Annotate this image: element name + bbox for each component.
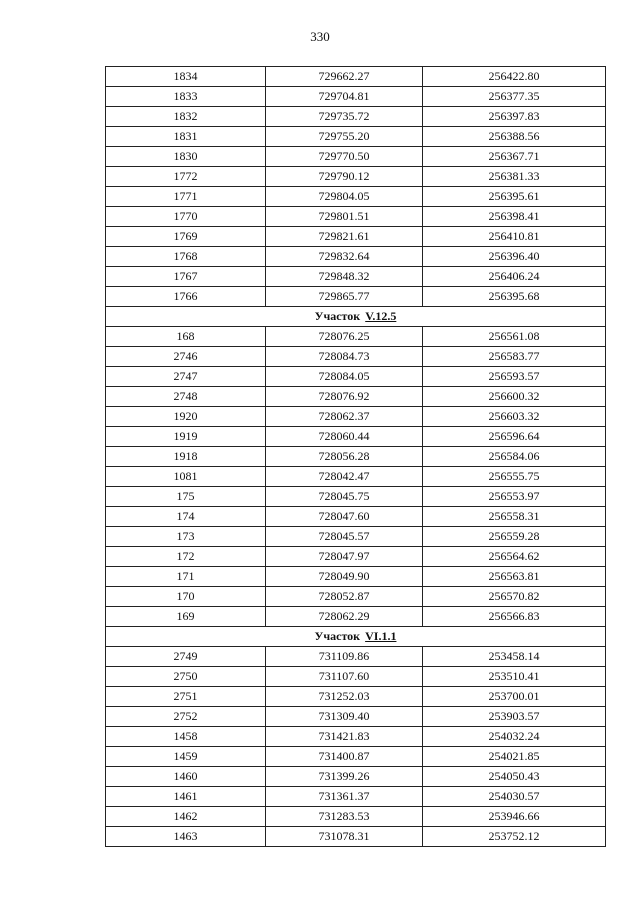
section-label: Участок bbox=[314, 309, 361, 323]
point-number-cell: 1767 bbox=[106, 267, 266, 287]
y-coordinate-cell: 256395.68 bbox=[423, 287, 606, 307]
x-coordinate-cell: 728084.05 bbox=[266, 367, 423, 387]
y-coordinate-cell: 256553.97 bbox=[423, 487, 606, 507]
y-coordinate-cell: 254030.57 bbox=[423, 787, 606, 807]
y-coordinate-cell: 256559.28 bbox=[423, 527, 606, 547]
point-number-cell: 1770 bbox=[106, 207, 266, 227]
y-coordinate-cell: 254050.43 bbox=[423, 767, 606, 787]
y-coordinate-cell: 256410.81 bbox=[423, 227, 606, 247]
coordinates-table bbox=[105, 66, 606, 847]
y-coordinate-cell: 254021.85 bbox=[423, 747, 606, 767]
x-coordinate-cell: 731252.03 bbox=[266, 687, 423, 707]
x-coordinate-cell: 728060.44 bbox=[266, 427, 423, 447]
y-coordinate-cell: 256397.83 bbox=[423, 107, 606, 127]
section-header-row bbox=[106, 627, 606, 647]
y-coordinate-cell: 256396.40 bbox=[423, 247, 606, 267]
x-coordinate-cell: 731421.83 bbox=[266, 727, 423, 747]
section-header-row bbox=[106, 307, 606, 327]
table-row bbox=[106, 507, 606, 527]
x-coordinate-cell: 728056.28 bbox=[266, 447, 423, 467]
table-row bbox=[106, 107, 606, 127]
x-coordinate-cell: 731107.60 bbox=[266, 667, 423, 687]
x-coordinate-cell: 729790.12 bbox=[266, 167, 423, 187]
y-coordinate-cell: 256381.33 bbox=[423, 167, 606, 187]
x-coordinate-cell: 728047.60 bbox=[266, 507, 423, 527]
table-row bbox=[106, 667, 606, 687]
y-coordinate-cell: 253700.01 bbox=[423, 687, 606, 707]
table-row bbox=[106, 207, 606, 227]
y-coordinate-cell: 256564.62 bbox=[423, 547, 606, 567]
table-row bbox=[106, 87, 606, 107]
table-row bbox=[106, 227, 606, 247]
x-coordinate-cell: 729662.27 bbox=[266, 67, 423, 87]
table-row bbox=[106, 287, 606, 307]
table-row bbox=[106, 367, 606, 387]
y-coordinate-cell: 253903.57 bbox=[423, 707, 606, 727]
y-coordinate-cell: 256558.31 bbox=[423, 507, 606, 527]
x-coordinate-cell: 728076.92 bbox=[266, 387, 423, 407]
y-coordinate-cell: 256555.75 bbox=[423, 467, 606, 487]
point-number-cell: 2751 bbox=[106, 687, 266, 707]
x-coordinate-cell: 728076.25 bbox=[266, 327, 423, 347]
x-coordinate-cell: 729770.50 bbox=[266, 147, 423, 167]
x-coordinate-cell: 728062.37 bbox=[266, 407, 423, 427]
point-number-cell: 175 bbox=[106, 487, 266, 507]
y-coordinate-cell: 256561.08 bbox=[423, 327, 606, 347]
table-row bbox=[106, 607, 606, 627]
table-row bbox=[106, 247, 606, 267]
table-row bbox=[106, 187, 606, 207]
y-coordinate-cell: 256583.77 bbox=[423, 347, 606, 367]
x-coordinate-cell: 731309.40 bbox=[266, 707, 423, 727]
point-number-cell: 1771 bbox=[106, 187, 266, 207]
y-coordinate-cell: 256398.41 bbox=[423, 207, 606, 227]
x-coordinate-cell: 729804.05 bbox=[266, 187, 423, 207]
table-row bbox=[106, 727, 606, 747]
y-coordinate-cell: 256367.71 bbox=[423, 147, 606, 167]
x-coordinate-cell: 728047.97 bbox=[266, 547, 423, 567]
table-row bbox=[106, 387, 606, 407]
x-coordinate-cell: 729832.64 bbox=[266, 247, 423, 267]
point-number-cell: 171 bbox=[106, 567, 266, 587]
table-row bbox=[106, 327, 606, 347]
y-coordinate-cell: 254032.24 bbox=[423, 727, 606, 747]
point-number-cell: 1766 bbox=[106, 287, 266, 307]
y-coordinate-cell: 256422.80 bbox=[423, 67, 606, 87]
x-coordinate-cell: 731361.37 bbox=[266, 787, 423, 807]
section-code: VI.1.1 bbox=[365, 629, 397, 643]
x-coordinate-cell: 728045.75 bbox=[266, 487, 423, 507]
x-coordinate-cell: 731109.86 bbox=[266, 647, 423, 667]
y-coordinate-cell: 256377.35 bbox=[423, 87, 606, 107]
point-number-cell: 168 bbox=[106, 327, 266, 347]
table-row bbox=[106, 707, 606, 727]
table-row bbox=[106, 467, 606, 487]
x-coordinate-cell: 729821.61 bbox=[266, 227, 423, 247]
point-number-cell: 1833 bbox=[106, 87, 266, 107]
x-coordinate-cell: 729801.51 bbox=[266, 207, 423, 227]
y-coordinate-cell: 256388.56 bbox=[423, 127, 606, 147]
point-number-cell: 2748 bbox=[106, 387, 266, 407]
point-number-cell: 1463 bbox=[106, 827, 266, 847]
table-row bbox=[106, 647, 606, 667]
table-row bbox=[106, 147, 606, 167]
point-number-cell: 2746 bbox=[106, 347, 266, 367]
table-row bbox=[106, 547, 606, 567]
point-number-cell: 169 bbox=[106, 607, 266, 627]
point-number-cell: 1919 bbox=[106, 427, 266, 447]
table-row bbox=[106, 587, 606, 607]
point-number-cell: 1830 bbox=[106, 147, 266, 167]
x-coordinate-cell: 728049.90 bbox=[266, 567, 423, 587]
point-number-cell: 2752 bbox=[106, 707, 266, 727]
x-coordinate-cell: 731400.87 bbox=[266, 747, 423, 767]
point-number-cell: 1769 bbox=[106, 227, 266, 247]
point-number-cell: 172 bbox=[106, 547, 266, 567]
section-header bbox=[106, 627, 606, 647]
x-coordinate-cell: 728052.87 bbox=[266, 587, 423, 607]
point-number-cell: 1831 bbox=[106, 127, 266, 147]
x-coordinate-cell: 729735.72 bbox=[266, 107, 423, 127]
page-number: 330 bbox=[310, 29, 330, 44]
point-number-cell: 1462 bbox=[106, 807, 266, 827]
point-number-cell: 2750 bbox=[106, 667, 266, 687]
point-number-cell: 1920 bbox=[106, 407, 266, 427]
section-code: V.12.5 bbox=[365, 309, 397, 323]
table-row bbox=[106, 267, 606, 287]
y-coordinate-cell: 256570.82 bbox=[423, 587, 606, 607]
point-number-cell: 1918 bbox=[106, 447, 266, 467]
table-row bbox=[106, 687, 606, 707]
point-number-cell: 1461 bbox=[106, 787, 266, 807]
point-number-cell: 1768 bbox=[106, 247, 266, 267]
y-coordinate-cell: 256566.83 bbox=[423, 607, 606, 627]
y-coordinate-cell: 256395.61 bbox=[423, 187, 606, 207]
table-row bbox=[106, 127, 606, 147]
table-row bbox=[106, 807, 606, 827]
y-coordinate-cell: 256600.32 bbox=[423, 387, 606, 407]
x-coordinate-cell: 731078.31 bbox=[266, 827, 423, 847]
table-row bbox=[106, 487, 606, 507]
table-row bbox=[106, 407, 606, 427]
x-coordinate-cell: 731283.53 bbox=[266, 807, 423, 827]
table-row bbox=[106, 427, 606, 447]
table-row bbox=[106, 167, 606, 187]
y-coordinate-cell: 256406.24 bbox=[423, 267, 606, 287]
x-coordinate-cell: 729755.20 bbox=[266, 127, 423, 147]
x-coordinate-cell: 728062.29 bbox=[266, 607, 423, 627]
x-coordinate-cell: 729848.32 bbox=[266, 267, 423, 287]
point-number-cell: 170 bbox=[106, 587, 266, 607]
y-coordinate-cell: 253752.12 bbox=[423, 827, 606, 847]
y-coordinate-cell: 256584.06 bbox=[423, 447, 606, 467]
point-number-cell: 173 bbox=[106, 527, 266, 547]
y-coordinate-cell: 256596.64 bbox=[423, 427, 606, 447]
point-number-cell: 174 bbox=[106, 507, 266, 527]
y-coordinate-cell: 256603.32 bbox=[423, 407, 606, 427]
section-label: Участок bbox=[314, 629, 361, 643]
x-coordinate-cell: 729704.81 bbox=[266, 87, 423, 107]
coordinates-table-body bbox=[106, 67, 606, 847]
table-row bbox=[106, 567, 606, 587]
point-number-cell: 1772 bbox=[106, 167, 266, 187]
table-row bbox=[106, 527, 606, 547]
table-row bbox=[106, 347, 606, 367]
x-coordinate-cell: 728045.57 bbox=[266, 527, 423, 547]
table-row bbox=[106, 67, 606, 87]
table-row bbox=[106, 787, 606, 807]
point-number-cell: 1832 bbox=[106, 107, 266, 127]
point-number-cell: 1834 bbox=[106, 67, 266, 87]
table-row bbox=[106, 747, 606, 767]
point-number-cell: 2749 bbox=[106, 647, 266, 667]
point-number-cell: 1460 bbox=[106, 767, 266, 787]
x-coordinate-cell: 731399.26 bbox=[266, 767, 423, 787]
y-coordinate-cell: 256593.57 bbox=[423, 367, 606, 387]
x-coordinate-cell: 728084.73 bbox=[266, 347, 423, 367]
table-row bbox=[106, 767, 606, 787]
point-number-cell: 2747 bbox=[106, 367, 266, 387]
y-coordinate-cell: 253946.66 bbox=[423, 807, 606, 827]
x-coordinate-cell: 729865.77 bbox=[266, 287, 423, 307]
point-number-cell: 1459 bbox=[106, 747, 266, 767]
point-number-cell: 1458 bbox=[106, 727, 266, 747]
table-row bbox=[106, 447, 606, 467]
table-row bbox=[106, 827, 606, 847]
y-coordinate-cell: 253458.14 bbox=[423, 647, 606, 667]
point-number-cell: 1081 bbox=[106, 467, 266, 487]
section-header bbox=[106, 307, 606, 327]
y-coordinate-cell: 253510.41 bbox=[423, 667, 606, 687]
x-coordinate-cell: 728042.47 bbox=[266, 467, 423, 487]
y-coordinate-cell: 256563.81 bbox=[423, 567, 606, 587]
